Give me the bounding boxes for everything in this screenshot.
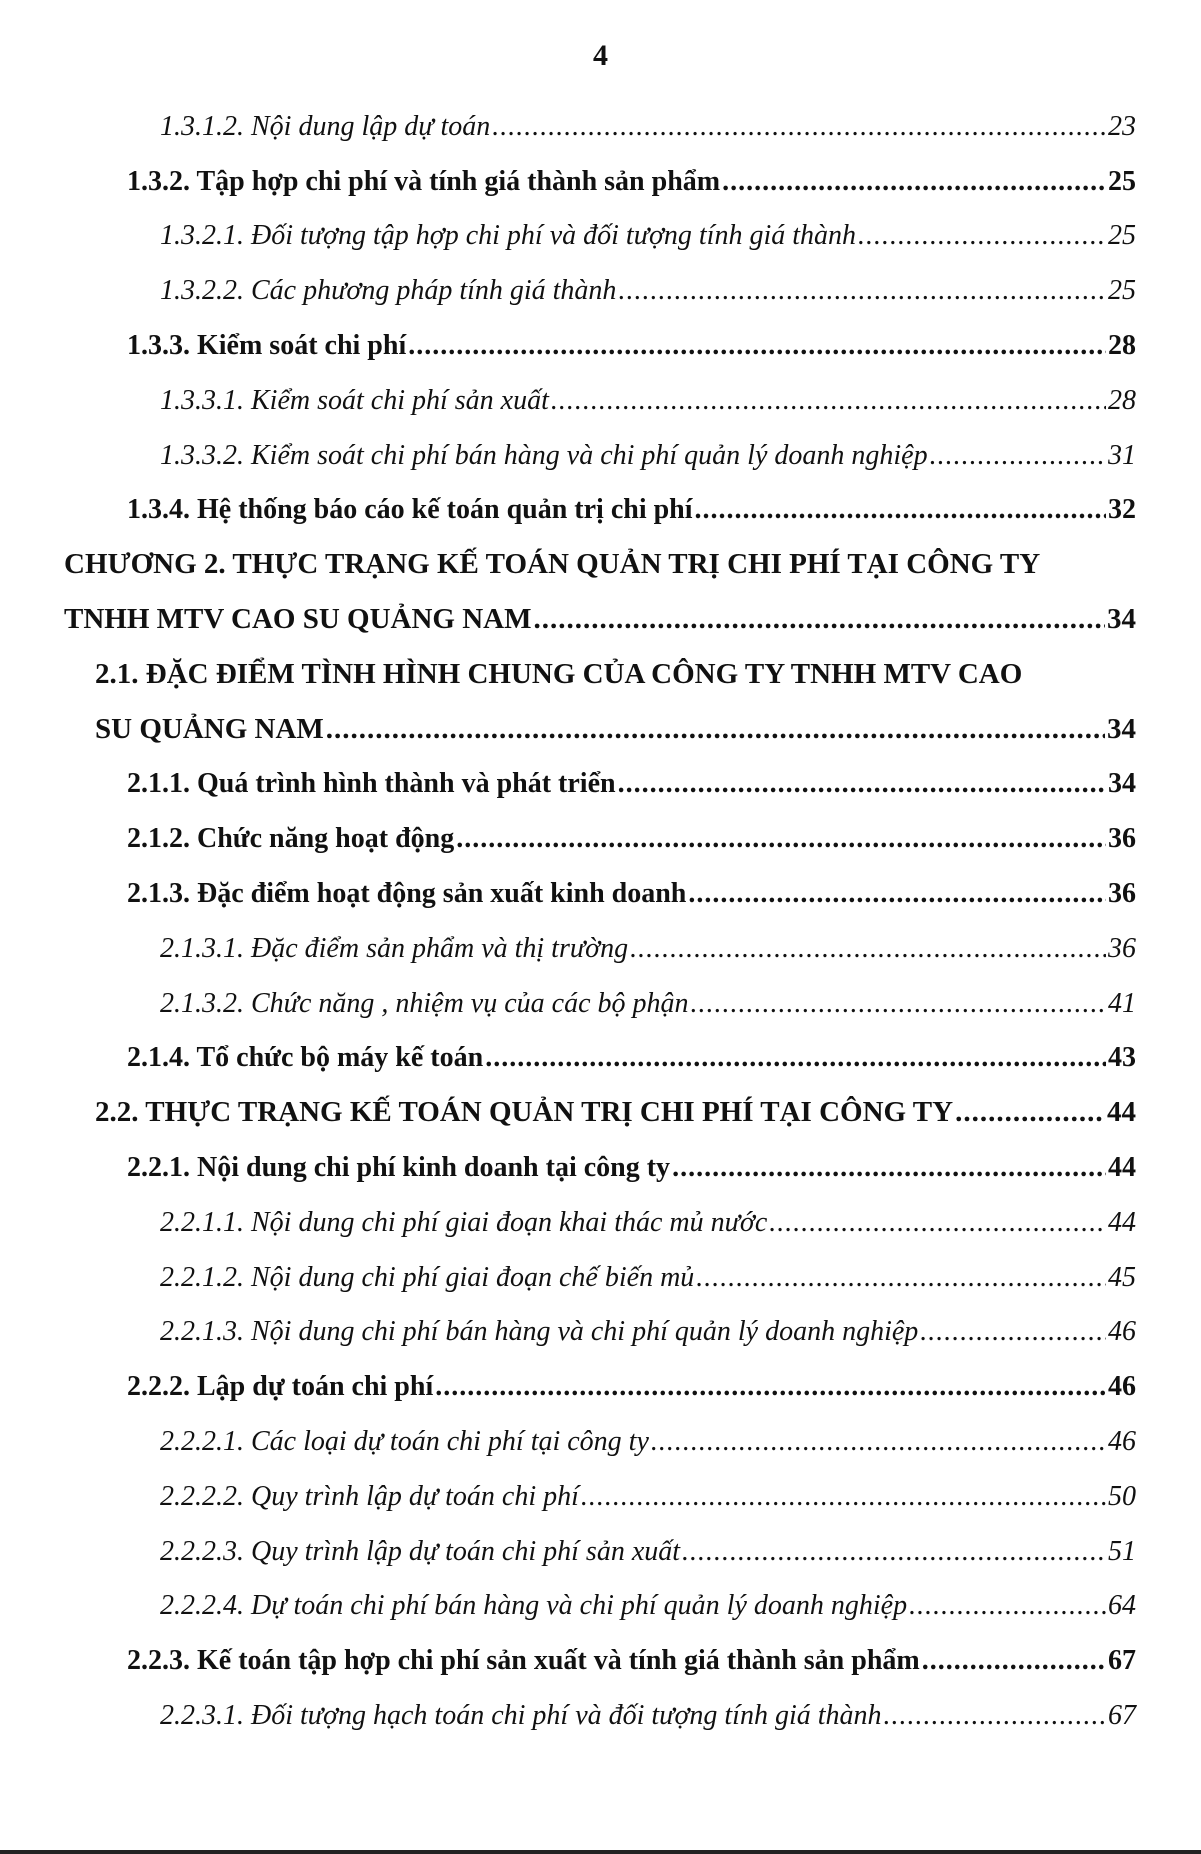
toc-dot-leader	[884, 1700, 1106, 1732]
toc-entry[interactable]	[0, 1360, 1201, 1415]
toc-entry-title: 2.2.2.4. Dự toán chi phí bán hàng và chi phí quản lý doanh nghiệp	[160, 1590, 908, 1622]
toc-entry-title: 2.2.1. Nội dung chi phí kinh doanh tại công ty	[127, 1151, 671, 1183]
toc-dot-leader	[408, 330, 1106, 362]
toc-entry-title: 2.2.2. Lập dự toán chi phí	[127, 1371, 434, 1403]
toc-entry-page: 34	[1107, 602, 1136, 635]
toc-dot-leader	[769, 1207, 1106, 1239]
toc-dot-leader	[618, 275, 1106, 307]
toc-entry-title-line1: 2.1. ĐẶC ĐIỂM TÌNH HÌNH CHUNG CỦA CÔNG TY TNHH MTV CAO	[95, 657, 1023, 690]
toc-entry-page: 25	[1108, 165, 1136, 197]
toc-dot-leader	[672, 1152, 1106, 1184]
toc-dot-leader	[696, 1262, 1106, 1294]
toc-dot-leader	[695, 494, 1106, 526]
toc-entry-page: 25	[1108, 220, 1136, 252]
toc-entry[interactable]	[0, 1415, 1201, 1470]
toc-entry[interactable]	[0, 264, 1201, 319]
toc-entry-page: 25	[1108, 275, 1136, 307]
toc-entry-title-line1: CHƯƠNG 2. THỰC TRẠNG KẾ TOÁN QUẢN TRỊ CHI PHÍ TẠI CÔNG TY	[64, 548, 1041, 581]
toc-entry-title: 2.1.4. Tổ chức bộ máy kế toán	[127, 1042, 484, 1074]
toc-entry-page: 43	[1108, 1042, 1136, 1074]
toc-entry[interactable]	[0, 1306, 1201, 1361]
toc-entry-page: 32	[1108, 494, 1136, 526]
toc-entry[interactable]	[0, 1634, 1201, 1689]
toc-entry[interactable]	[0, 977, 1201, 1032]
toc-entry-page: 23	[1108, 110, 1136, 142]
toc-entry[interactable]	[0, 155, 1201, 210]
toc-entry-title: 2.1.3.1. Đặc điểm sản phẩm và thị trường	[160, 932, 629, 964]
toc-dot-leader	[581, 1481, 1106, 1513]
table-of-contents	[0, 100, 1201, 1744]
toc-entry-title: 1.3.3.2. Kiểm soát chi phí bán hàng và chi phí quản lý doanh nghiệp	[160, 439, 928, 471]
toc-entry[interactable]	[0, 1525, 1201, 1580]
toc-entry-page: 34	[1108, 768, 1136, 800]
toc-entry-wrap-line	[0, 538, 1201, 593]
toc-dot-leader	[492, 111, 1106, 143]
toc-entry[interactable]	[0, 812, 1201, 867]
toc-entry-page: 46	[1108, 1425, 1136, 1457]
toc-entry-title: 2.2.3.1. Đối tượng hạch toán chi phí và đối tượng tính giá thành	[160, 1699, 882, 1731]
toc-entry-page: 44	[1108, 1151, 1136, 1183]
toc-dot-leader	[682, 1536, 1106, 1568]
toc-entry-page: 50	[1108, 1480, 1136, 1512]
toc-entry-page: 34	[1107, 712, 1136, 745]
toc-dot-leader	[534, 603, 1106, 636]
toc-entry[interactable]	[0, 319, 1201, 374]
toc-entry-title: 1.3.4. Hệ thống báo cáo kế toán quản trị chi phí	[127, 494, 693, 526]
toc-dot-leader	[688, 878, 1106, 910]
toc-entry-title: TNHH MTV CAO SU QUẢNG NAM	[64, 602, 532, 635]
toc-entry-title: 1.3.3.1. Kiểm soát chi phí sản xuất	[160, 384, 549, 416]
toc-entry-page: 64	[1108, 1590, 1136, 1622]
toc-entry[interactable]	[0, 1086, 1201, 1141]
toc-entry-page: 36	[1108, 877, 1136, 909]
toc-dot-leader	[651, 1426, 1106, 1458]
toc-entry-page: 28	[1108, 384, 1136, 416]
toc-entry-title: 2.2.1.2. Nội dung chi phí giai đoạn chế biến mủ	[160, 1261, 695, 1293]
toc-entry[interactable]	[0, 1196, 1201, 1251]
toc-entry-page: 31	[1108, 439, 1136, 471]
toc-dot-leader	[691, 988, 1106, 1020]
toc-entry-page: 41	[1108, 987, 1136, 1019]
toc-entry[interactable]	[0, 593, 1201, 648]
toc-dot-leader	[485, 1042, 1106, 1074]
toc-entry[interactable]	[0, 1580, 1201, 1635]
toc-entry[interactable]	[0, 484, 1201, 539]
toc-entry-title: SU QUẢNG NAM	[95, 712, 324, 745]
toc-entry-wrap-line	[0, 648, 1201, 703]
toc-dot-leader	[326, 713, 1105, 746]
toc-entry-title: 2.2.1.3. Nội dung chi phí bán hàng và chi phí quản lý doanh nghiệp	[160, 1316, 919, 1348]
toc-entry-title: 1.3.1.2. Nội dung lập dự toán	[160, 110, 491, 142]
toc-entry-page: 36	[1108, 823, 1136, 855]
toc-dot-leader	[630, 933, 1106, 965]
toc-entry-title: 2.2.2.2. Quy trình lập dự toán chi phí	[160, 1480, 579, 1512]
toc-entry[interactable]	[0, 703, 1201, 758]
toc-entry[interactable]	[0, 1251, 1201, 1306]
toc-entry-title: 1.3.3. Kiểm soát chi phí	[127, 329, 407, 361]
toc-entry[interactable]	[0, 922, 1201, 977]
toc-entry-title: 1.3.2. Tập hợp chi phí và tính giá thành sản phẩm	[127, 165, 721, 197]
toc-entry[interactable]	[0, 867, 1201, 922]
toc-entry[interactable]	[0, 1032, 1201, 1087]
toc-entry-title: 2.2.3. Kế toán tập hợp chi phí sản xuất và tính giá thành sản phẩm	[127, 1645, 920, 1677]
toc-entry-title: 2.1.3.2. Chức năng , nhiệm vụ của các bộ phận	[160, 987, 689, 1019]
toc-dot-leader	[930, 440, 1106, 472]
page-number: 4	[593, 39, 608, 72]
toc-entry-page: 46	[1108, 1316, 1136, 1348]
toc-entry-page: 67	[1108, 1645, 1136, 1677]
toc-entry-title: 2.1.1. Quá trình hình thành và phát triển	[127, 768, 616, 800]
toc-entry[interactable]	[0, 374, 1201, 429]
toc-entry[interactable]	[0, 429, 1201, 484]
toc-dot-leader	[551, 385, 1106, 417]
toc-dot-leader	[722, 166, 1106, 198]
toc-entry-page: 44	[1108, 1206, 1136, 1238]
toc-entry[interactable]	[0, 100, 1201, 155]
bottom-border	[0, 1850, 1201, 1854]
toc-entry-page: 67	[1108, 1699, 1136, 1731]
toc-entry-page: 36	[1108, 932, 1136, 964]
toc-dot-leader	[909, 1590, 1106, 1622]
toc-dot-leader	[920, 1316, 1106, 1348]
toc-entry[interactable]	[0, 1470, 1201, 1525]
toc-entry-title: 2.2.1.1. Nội dung chi phí giai đoạn khai thác mủ nước	[160, 1206, 768, 1238]
toc-entry-page: 44	[1107, 1096, 1136, 1129]
toc-entry-title: 2.2.2.3. Quy trình lập dự toán chi phí sản xuất	[160, 1535, 681, 1567]
toc-dot-leader	[922, 1645, 1106, 1677]
toc-entry-title: 1.3.2.2. Các phương pháp tính giá thành	[160, 275, 617, 307]
toc-entry[interactable]	[0, 1689, 1201, 1744]
toc-dot-leader	[955, 1096, 1105, 1129]
toc-dot-leader	[618, 768, 1106, 800]
toc-entry-page: 46	[1108, 1371, 1136, 1403]
toc-entry[interactable]	[0, 1141, 1201, 1196]
toc-entry-title: 1.3.2.1. Đối tượng tập hợp chi phí và đối tượng tính giá thành	[160, 220, 857, 252]
toc-dot-leader	[858, 220, 1106, 252]
toc-entry-title: 2.1.2. Chức năng hoạt động	[127, 823, 455, 855]
toc-dot-leader	[456, 823, 1106, 855]
toc-entry-page: 45	[1108, 1261, 1136, 1293]
toc-entry-title: 2.2.2.1. Các loại dự toán chi phí tại công ty	[160, 1425, 649, 1457]
toc-entry-title: 2.1.3. Đặc điểm hoạt động sản xuất kinh doanh	[127, 877, 687, 909]
toc-entry-title: 2.2. THỰC TRẠNG KẾ TOÁN QUẢN TRỊ CHI PHÍ TẠI CÔNG TY	[95, 1096, 954, 1129]
toc-entry[interactable]	[0, 210, 1201, 265]
toc-entry-page: 51	[1108, 1535, 1136, 1567]
toc-entry-page: 28	[1108, 329, 1136, 361]
toc-dot-leader	[435, 1371, 1106, 1403]
toc-entry[interactable]	[0, 758, 1201, 813]
